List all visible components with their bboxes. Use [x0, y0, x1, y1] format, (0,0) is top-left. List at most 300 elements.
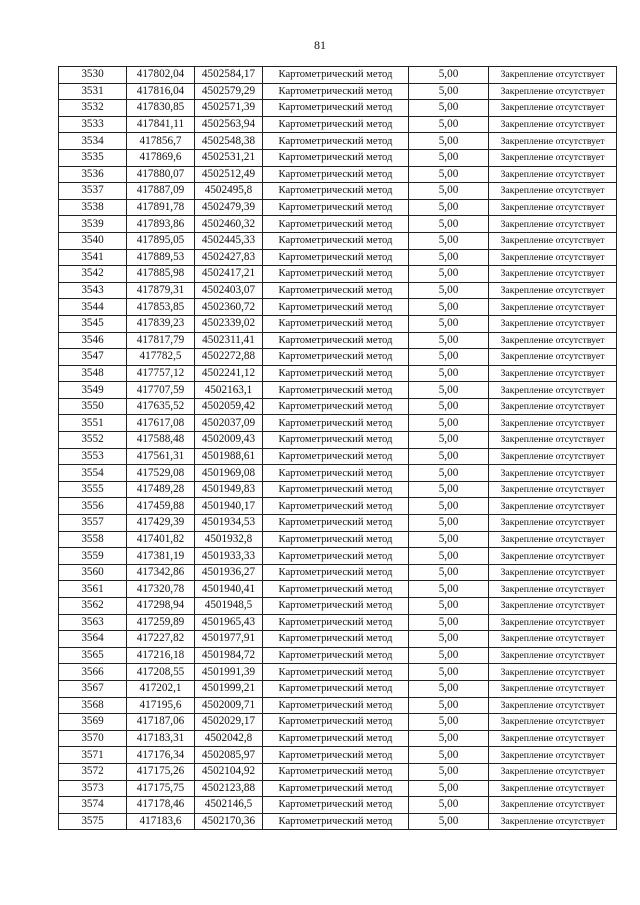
method-cell: Картометрический метод [263, 149, 409, 166]
point-number-cell: 3555 [59, 481, 127, 498]
y-coordinate-cell: 4502427,83 [195, 249, 263, 266]
point-number-cell: 3541 [59, 249, 127, 266]
point-number-cell: 3574 [59, 797, 127, 814]
table-row [59, 249, 617, 266]
fixation-cell: Закрепление отсутствует [489, 465, 617, 482]
x-coordinate-cell: 417889,53 [127, 249, 195, 266]
fixation-cell: Закрепление отсутствует [489, 83, 617, 100]
x-coordinate-cell: 417895,05 [127, 232, 195, 249]
fixation-cell: Закрепление отсутствует [489, 282, 617, 299]
y-coordinate-cell: 4501969,08 [195, 465, 263, 482]
fixation-cell: Закрепление отсутствует [489, 199, 617, 216]
method-cell: Картометрический метод [263, 415, 409, 432]
x-coordinate-cell: 417489,28 [127, 481, 195, 498]
table-row [59, 448, 617, 465]
x-coordinate-cell: 417839,23 [127, 315, 195, 332]
table-row [59, 332, 617, 349]
y-coordinate-cell: 4502531,21 [195, 149, 263, 166]
table-row [59, 365, 617, 382]
table-row [59, 166, 617, 183]
accuracy-cell: 5,00 [409, 647, 489, 664]
fixation-cell: Закрепление отсутствует [489, 797, 617, 814]
fixation-cell: Закрепление отсутствует [489, 149, 617, 166]
fixation-cell: Закрепление отсутствует [489, 365, 617, 382]
fixation-cell: Закрепление отсутствует [489, 498, 617, 515]
point-number-cell: 3535 [59, 149, 127, 166]
table-row [59, 232, 617, 249]
y-coordinate-cell: 4502479,39 [195, 199, 263, 216]
y-coordinate-cell: 4502042,8 [195, 730, 263, 747]
accuracy-cell: 5,00 [409, 332, 489, 349]
table-row [59, 216, 617, 233]
fixation-cell: Закрепление отсутствует [489, 432, 617, 449]
method-cell: Картометрический метод [263, 398, 409, 415]
table-row [59, 481, 617, 498]
fixation-cell: Закрепление отсутствует [489, 647, 617, 664]
point-number-cell: 3548 [59, 365, 127, 382]
fixation-cell: Закрепление отсутствует [489, 67, 617, 84]
point-number-cell: 3538 [59, 199, 127, 216]
point-number-cell: 3546 [59, 332, 127, 349]
point-number-cell: 3539 [59, 216, 127, 233]
x-coordinate-cell: 417202,1 [127, 680, 195, 697]
fixation-cell: Закрепление отсутствует [489, 763, 617, 780]
x-coordinate-cell: 417183,31 [127, 730, 195, 747]
y-coordinate-cell: 4502563,94 [195, 116, 263, 133]
method-cell: Картометрический метод [263, 747, 409, 764]
accuracy-cell: 5,00 [409, 216, 489, 233]
y-coordinate-cell: 4502104,92 [195, 763, 263, 780]
y-coordinate-cell: 4502272,88 [195, 349, 263, 366]
fixation-cell: Закрепление отсутствует [489, 481, 617, 498]
table-row [59, 465, 617, 482]
point-number-cell: 3532 [59, 100, 127, 117]
fixation-cell: Закрепление отсутствует [489, 680, 617, 697]
point-number-cell: 3569 [59, 714, 127, 731]
method-cell: Картометрический метод [263, 166, 409, 183]
x-coordinate-cell: 417782,5 [127, 349, 195, 366]
y-coordinate-cell: 4502059,42 [195, 398, 263, 415]
accuracy-cell: 5,00 [409, 199, 489, 216]
x-coordinate-cell: 417635,52 [127, 398, 195, 415]
method-cell: Картометрический метод [263, 83, 409, 100]
point-number-cell: 3573 [59, 780, 127, 797]
fixation-cell: Закрепление отсутствует [489, 614, 617, 631]
table-row [59, 116, 617, 133]
accuracy-cell: 5,00 [409, 67, 489, 84]
accuracy-cell: 5,00 [409, 598, 489, 615]
x-coordinate-cell: 417617,08 [127, 415, 195, 432]
accuracy-cell: 5,00 [409, 730, 489, 747]
table-row [59, 730, 617, 747]
y-coordinate-cell: 4501999,21 [195, 680, 263, 697]
point-number-cell: 3533 [59, 116, 127, 133]
table-row [59, 282, 617, 299]
point-number-cell: 3564 [59, 631, 127, 648]
method-cell: Картометрический метод [263, 697, 409, 714]
table-row [59, 763, 617, 780]
fixation-cell: Закрепление отсутствует [489, 780, 617, 797]
accuracy-cell: 5,00 [409, 365, 489, 382]
method-cell: Картометрический метод [263, 763, 409, 780]
table-row [59, 548, 617, 565]
table-row [59, 349, 617, 366]
table-row [59, 432, 617, 449]
fixation-cell: Закрепление отсутствует [489, 315, 617, 332]
accuracy-cell: 5,00 [409, 83, 489, 100]
accuracy-cell: 5,00 [409, 714, 489, 731]
x-coordinate-cell: 417208,55 [127, 664, 195, 681]
fixation-cell: Закрепление отсутствует [489, 299, 617, 316]
point-number-cell: 3575 [59, 813, 127, 830]
x-coordinate-cell: 417298,94 [127, 598, 195, 615]
method-cell: Картометрический метод [263, 299, 409, 316]
accuracy-cell: 5,00 [409, 349, 489, 366]
point-number-cell: 3551 [59, 415, 127, 432]
fixation-cell: Закрепление отсутствует [489, 564, 617, 581]
accuracy-cell: 5,00 [409, 133, 489, 150]
accuracy-cell: 5,00 [409, 664, 489, 681]
method-cell: Картометрический метод [263, 680, 409, 697]
accuracy-cell: 5,00 [409, 481, 489, 498]
accuracy-cell: 5,00 [409, 581, 489, 598]
x-coordinate-cell: 417879,31 [127, 282, 195, 299]
accuracy-cell: 5,00 [409, 398, 489, 415]
table-row [59, 598, 617, 615]
accuracy-cell: 5,00 [409, 116, 489, 133]
point-number-cell: 3560 [59, 564, 127, 581]
page-number: 81 [314, 38, 326, 52]
point-number-cell: 3558 [59, 531, 127, 548]
x-coordinate-cell: 417216,18 [127, 647, 195, 664]
point-number-cell: 3559 [59, 548, 127, 565]
point-number-cell: 3545 [59, 315, 127, 332]
point-number-cell: 3557 [59, 515, 127, 532]
y-coordinate-cell: 4502445,33 [195, 232, 263, 249]
table-row [59, 498, 617, 515]
point-number-cell: 3530 [59, 67, 127, 84]
table-row [59, 614, 617, 631]
x-coordinate-cell: 417459,88 [127, 498, 195, 515]
y-coordinate-cell: 4501936,27 [195, 564, 263, 581]
point-number-cell: 3553 [59, 448, 127, 465]
method-cell: Картометрический метод [263, 349, 409, 366]
fixation-cell: Закрепление отсутствует [489, 116, 617, 133]
accuracy-cell: 5,00 [409, 315, 489, 332]
method-cell: Картометрический метод [263, 183, 409, 200]
table-row [59, 531, 617, 548]
point-number-cell: 3552 [59, 432, 127, 449]
method-cell: Картометрический метод [263, 448, 409, 465]
point-number-cell: 3561 [59, 581, 127, 598]
x-coordinate-cell: 417227,82 [127, 631, 195, 648]
method-cell: Картометрический метод [263, 498, 409, 515]
x-coordinate-cell: 417856,7 [127, 133, 195, 150]
accuracy-cell: 5,00 [409, 448, 489, 465]
fixation-cell: Закрепление отсутствует [489, 697, 617, 714]
method-cell: Картометрический метод [263, 365, 409, 382]
table-row [59, 780, 617, 797]
y-coordinate-cell: 4501984,72 [195, 647, 263, 664]
y-coordinate-cell: 4502085,97 [195, 747, 263, 764]
fixation-cell: Закрепление отсутствует [489, 714, 617, 731]
method-cell: Картометрический метод [263, 564, 409, 581]
point-number-cell: 3571 [59, 747, 127, 764]
accuracy-cell: 5,00 [409, 183, 489, 200]
fixation-cell: Закрепление отсутствует [489, 531, 617, 548]
x-coordinate-cell: 417561,31 [127, 448, 195, 465]
y-coordinate-cell: 4502163,1 [195, 382, 263, 399]
table-row [59, 564, 617, 581]
method-cell: Картометрический метод [263, 382, 409, 399]
point-number-cell: 3547 [59, 349, 127, 366]
point-number-cell: 3550 [59, 398, 127, 415]
x-coordinate-cell: 417529,08 [127, 465, 195, 482]
y-coordinate-cell: 4502123,88 [195, 780, 263, 797]
table-row [59, 813, 617, 830]
y-coordinate-cell: 4502029,17 [195, 714, 263, 731]
fixation-cell: Закрепление отсутствует [489, 332, 617, 349]
accuracy-cell: 5,00 [409, 564, 489, 581]
accuracy-cell: 5,00 [409, 299, 489, 316]
x-coordinate-cell: 417757,12 [127, 365, 195, 382]
method-cell: Картометрический метод [263, 199, 409, 216]
method-cell: Картометрический метод [263, 232, 409, 249]
accuracy-cell: 5,00 [409, 680, 489, 697]
point-number-cell: 3567 [59, 680, 127, 697]
method-cell: Картометрический метод [263, 730, 409, 747]
table-row [59, 100, 617, 117]
fixation-cell: Закрепление отсутствует [489, 249, 617, 266]
x-coordinate-cell: 417830,85 [127, 100, 195, 117]
fixation-cell: Закрепление отсутствует [489, 166, 617, 183]
point-number-cell: 3544 [59, 299, 127, 316]
y-coordinate-cell: 4502548,38 [195, 133, 263, 150]
accuracy-cell: 5,00 [409, 149, 489, 166]
point-number-cell: 3543 [59, 282, 127, 299]
method-cell: Картометрический метод [263, 664, 409, 681]
table-row [59, 797, 617, 814]
fixation-cell: Закрепление отсутствует [489, 216, 617, 233]
table-row [59, 515, 617, 532]
accuracy-cell: 5,00 [409, 282, 489, 299]
x-coordinate-cell: 417869,6 [127, 149, 195, 166]
y-coordinate-cell: 4502037,09 [195, 415, 263, 432]
point-number-cell: 3549 [59, 382, 127, 399]
accuracy-cell: 5,00 [409, 813, 489, 830]
table-row [59, 747, 617, 764]
x-coordinate-cell: 417259,89 [127, 614, 195, 631]
accuracy-cell: 5,00 [409, 498, 489, 515]
x-coordinate-cell: 417178,46 [127, 797, 195, 814]
x-coordinate-cell: 417176,34 [127, 747, 195, 764]
accuracy-cell: 5,00 [409, 631, 489, 648]
x-coordinate-cell: 417802,04 [127, 67, 195, 84]
point-number-cell: 3568 [59, 697, 127, 714]
fixation-cell: Закрепление отсутствует [489, 448, 617, 465]
point-number-cell: 3566 [59, 664, 127, 681]
fixation-cell: Закрепление отсутствует [489, 548, 617, 565]
y-coordinate-cell: 4502009,43 [195, 432, 263, 449]
y-coordinate-cell: 4502460,32 [195, 216, 263, 233]
y-coordinate-cell: 4501940,41 [195, 581, 263, 598]
method-cell: Картометрический метод [263, 813, 409, 830]
fixation-cell: Закрепление отсутствует [489, 266, 617, 283]
accuracy-cell: 5,00 [409, 763, 489, 780]
accuracy-cell: 5,00 [409, 548, 489, 565]
fixation-cell: Закрепление отсутствует [489, 415, 617, 432]
fixation-cell: Закрепление отсутствует [489, 183, 617, 200]
x-coordinate-cell: 417401,82 [127, 531, 195, 548]
accuracy-cell: 5,00 [409, 166, 489, 183]
method-cell: Картометрический метод [263, 432, 409, 449]
accuracy-cell: 5,00 [409, 266, 489, 283]
method-cell: Картометрический метод [263, 531, 409, 548]
accuracy-cell: 5,00 [409, 249, 489, 266]
method-cell: Картометрический метод [263, 548, 409, 565]
accuracy-cell: 5,00 [409, 515, 489, 532]
x-coordinate-cell: 417891,78 [127, 199, 195, 216]
table-row [59, 67, 617, 84]
fixation-cell: Закрепление отсутствует [489, 813, 617, 830]
table-row [59, 315, 617, 332]
x-coordinate-cell: 417187,06 [127, 714, 195, 731]
y-coordinate-cell: 4502170,36 [195, 813, 263, 830]
x-coordinate-cell: 417841,11 [127, 116, 195, 133]
y-coordinate-cell: 4502584,17 [195, 67, 263, 84]
point-number-cell: 3554 [59, 465, 127, 482]
point-number-cell: 3565 [59, 647, 127, 664]
accuracy-cell: 5,00 [409, 697, 489, 714]
x-coordinate-cell: 417342,86 [127, 564, 195, 581]
y-coordinate-cell: 4501949,83 [195, 481, 263, 498]
table-row [59, 382, 617, 399]
accuracy-cell: 5,00 [409, 780, 489, 797]
y-coordinate-cell: 4502241,12 [195, 365, 263, 382]
method-cell: Картометрический метод [263, 598, 409, 615]
method-cell: Картометрический метод [263, 797, 409, 814]
fixation-cell: Закрепление отсутствует [489, 515, 617, 532]
point-number-cell: 3562 [59, 598, 127, 615]
y-coordinate-cell: 4501940,17 [195, 498, 263, 515]
x-coordinate-cell: 417707,59 [127, 382, 195, 399]
table-row [59, 581, 617, 598]
accuracy-cell: 5,00 [409, 531, 489, 548]
method-cell: Картометрический метод [263, 631, 409, 648]
point-number-cell: 3542 [59, 266, 127, 283]
y-coordinate-cell: 4501977,91 [195, 631, 263, 648]
method-cell: Картометрический метод [263, 515, 409, 532]
y-coordinate-cell: 4502403,07 [195, 282, 263, 299]
fixation-cell: Закрепление отсутствует [489, 100, 617, 117]
fixation-cell: Закрепление отсутствует [489, 664, 617, 681]
table-row [59, 199, 617, 216]
point-number-cell: 3572 [59, 763, 127, 780]
accuracy-cell: 5,00 [409, 232, 489, 249]
x-coordinate-cell: 417880,07 [127, 166, 195, 183]
fixation-cell: Закрепление отсутствует [489, 133, 617, 150]
x-coordinate-cell: 417816,04 [127, 83, 195, 100]
method-cell: Картометрический метод [263, 100, 409, 117]
method-cell: Картометрический метод [263, 332, 409, 349]
point-number-cell: 3563 [59, 614, 127, 631]
method-cell: Картометрический метод [263, 67, 409, 84]
y-coordinate-cell: 4502311,41 [195, 332, 263, 349]
table-row [59, 631, 617, 648]
fixation-cell: Закрепление отсутствует [489, 631, 617, 648]
coordinates-table-body [59, 67, 617, 830]
table-row [59, 415, 617, 432]
table-row [59, 697, 617, 714]
method-cell: Картометрический метод [263, 647, 409, 664]
x-coordinate-cell: 417195,6 [127, 697, 195, 714]
y-coordinate-cell: 4502360,72 [195, 299, 263, 316]
y-coordinate-cell: 4501965,43 [195, 614, 263, 631]
point-number-cell: 3537 [59, 183, 127, 200]
method-cell: Картометрический метод [263, 266, 409, 283]
point-number-cell: 3531 [59, 83, 127, 100]
y-coordinate-cell: 4502009,71 [195, 697, 263, 714]
accuracy-cell: 5,00 [409, 100, 489, 117]
table-row [59, 647, 617, 664]
table-row [59, 149, 617, 166]
x-coordinate-cell: 417320,78 [127, 581, 195, 598]
method-cell: Картометрический метод [263, 780, 409, 797]
y-coordinate-cell: 4502339,02 [195, 315, 263, 332]
x-coordinate-cell: 417429,39 [127, 515, 195, 532]
method-cell: Картометрический метод [263, 216, 409, 233]
x-coordinate-cell: 417175,75 [127, 780, 195, 797]
fixation-cell: Закрепление отсутствует [489, 232, 617, 249]
y-coordinate-cell: 4502495,8 [195, 183, 263, 200]
y-coordinate-cell: 4502512,49 [195, 166, 263, 183]
method-cell: Картометрический метод [263, 481, 409, 498]
coordinates-table [58, 66, 617, 830]
x-coordinate-cell: 417588,48 [127, 432, 195, 449]
fixation-cell: Закрепление отсутствует [489, 730, 617, 747]
y-coordinate-cell: 4501932,8 [195, 531, 263, 548]
fixation-cell: Закрепление отсутствует [489, 598, 617, 615]
method-cell: Картометрический метод [263, 133, 409, 150]
y-coordinate-cell: 4501991,39 [195, 664, 263, 681]
y-coordinate-cell: 4502146,5 [195, 797, 263, 814]
table-row [59, 714, 617, 731]
x-coordinate-cell: 417183,6 [127, 813, 195, 830]
point-number-cell: 3534 [59, 133, 127, 150]
method-cell: Картометрический метод [263, 282, 409, 299]
accuracy-cell: 5,00 [409, 415, 489, 432]
table-row [59, 664, 617, 681]
point-number-cell: 3536 [59, 166, 127, 183]
y-coordinate-cell: 4502579,29 [195, 83, 263, 100]
point-number-cell: 3570 [59, 730, 127, 747]
y-coordinate-cell: 4501934,53 [195, 515, 263, 532]
table-row [59, 680, 617, 697]
fixation-cell: Закрепление отсутствует [489, 398, 617, 415]
x-coordinate-cell: 417175,26 [127, 763, 195, 780]
fixation-cell: Закрепление отсутствует [489, 747, 617, 764]
fixation-cell: Закрепление отсутствует [489, 382, 617, 399]
method-cell: Картометрический метод [263, 465, 409, 482]
table-row [59, 398, 617, 415]
point-number-cell: 3540 [59, 232, 127, 249]
x-coordinate-cell: 417893,86 [127, 216, 195, 233]
y-coordinate-cell: 4501948,5 [195, 598, 263, 615]
accuracy-cell: 5,00 [409, 747, 489, 764]
method-cell: Картометрический метод [263, 116, 409, 133]
y-coordinate-cell: 4501988,61 [195, 448, 263, 465]
x-coordinate-cell: 417381,19 [127, 548, 195, 565]
